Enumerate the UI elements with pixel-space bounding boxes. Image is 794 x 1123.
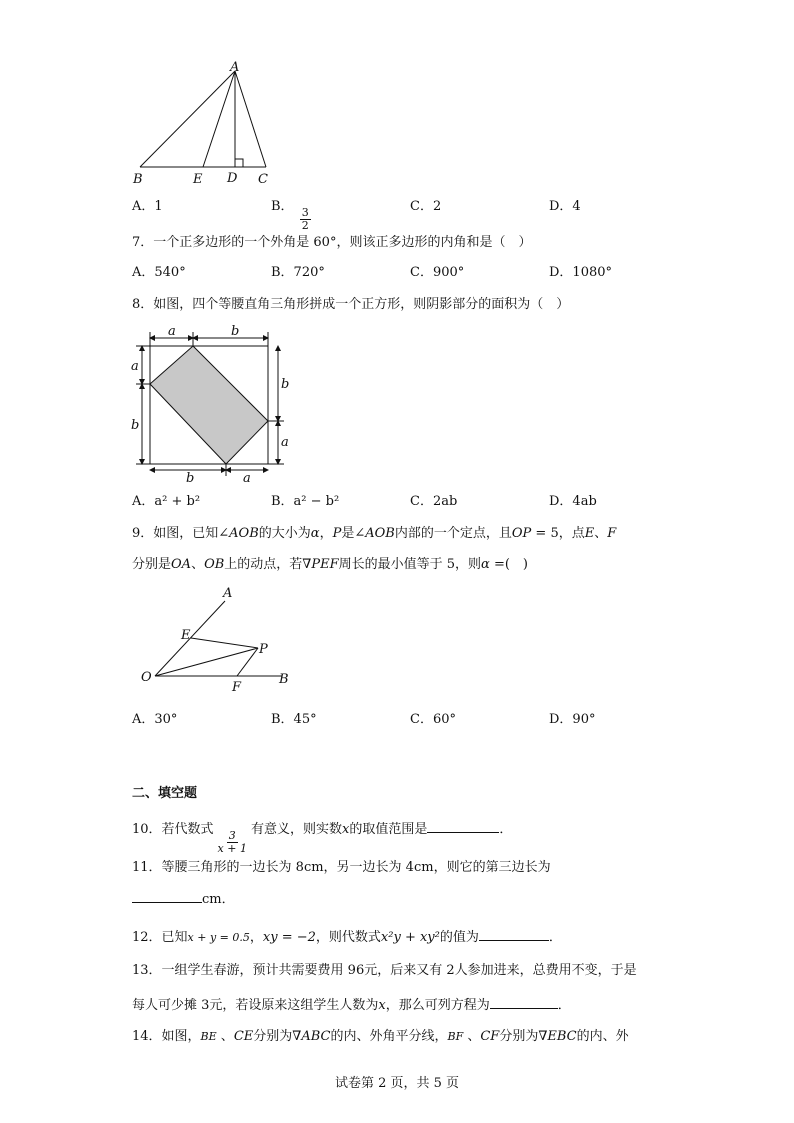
q7-option-c[interactable]: C．900° <box>410 265 465 280</box>
q9-alpha: α <box>310 526 320 541</box>
dim-bottom-a: a <box>243 471 251 486</box>
q12-equation-2: xy = −2 <box>262 930 316 945</box>
q9-text: 、 <box>191 557 205 572</box>
q9-text: 是∠ <box>341 526 366 541</box>
fraction-three-halves <box>300 207 311 232</box>
q14-segment-be: BE <box>200 1030 217 1043</box>
q12-text: ， <box>249 930 263 945</box>
q9-option-d[interactable]: D．90° <box>549 712 596 727</box>
q8-option-a[interactable]: A．a² + b² <box>132 494 201 509</box>
question-9-line-2 <box>132 557 528 573</box>
q9-segment-op: OP <box>511 526 532 541</box>
q14-text: 分别为∇ <box>499 1029 548 1044</box>
page-footer: 试卷第 2 页，共 5 页 <box>334 1076 460 1091</box>
dim-top-a: a <box>168 324 176 339</box>
q9-text: 、 <box>594 526 608 541</box>
q10-text: 的取值范围是 <box>349 822 428 837</box>
q13-text: ． <box>557 998 571 1013</box>
q9-text: =( ) <box>489 557 528 572</box>
q14-triangle-ebc: EBC <box>547 1029 577 1044</box>
q13-text: 每人可少摊 3元，若设原来这组学生人数为 <box>132 998 379 1013</box>
dim-left-b: b <box>131 418 140 433</box>
q9-option-a[interactable]: A．30° <box>132 712 178 727</box>
q9-option-b[interactable]: B．45° <box>271 712 317 727</box>
label-B: B <box>279 672 289 687</box>
q13-variable-x: x <box>378 998 386 1013</box>
q14-segment-bf: BF <box>447 1030 464 1043</box>
dim-right-b: b <box>281 377 290 392</box>
label-A: A <box>230 60 240 75</box>
question-13-line-1: 13．一组学生春游，预计共需要费用 96元，后来又有 2人参加进来，总费用不变，于是 <box>132 963 637 978</box>
section-title-fill-in: 二、填空题 <box>132 786 198 801</box>
q10-denominator: x + 1 <box>217 842 247 855</box>
q14-text: 14．如图， <box>132 1029 201 1044</box>
dim-bottom-b: b <box>186 471 195 486</box>
label-B: B <box>133 172 143 187</box>
dim-right-a: a <box>281 435 289 450</box>
q10-text: 10．若代数式 <box>132 822 214 837</box>
q9-text: ， <box>319 526 333 541</box>
q14-text: 的内、外角平分线， <box>330 1029 448 1044</box>
q10-text: ． <box>499 822 513 837</box>
q14-text: 分别为∇ <box>253 1029 302 1044</box>
q14-text: 的内、外 <box>576 1029 629 1044</box>
q6-option-c[interactable]: C．2 <box>410 199 442 214</box>
q9-triangle-pef: PEF <box>311 557 339 572</box>
q12-equation-1: x + y = 0.5 <box>187 931 250 944</box>
q14-segment-ce: CE <box>233 1029 254 1044</box>
q11-unit: cm． <box>202 892 235 907</box>
q14-segment-cf: CF <box>480 1029 500 1044</box>
question-7: 7．一个正多边形的一个外角是 60°，则该正多边形的内角和是（ ） <box>132 235 532 250</box>
fraction-numerator: 3 <box>301 206 309 219</box>
dim-top-b: b <box>231 324 240 339</box>
q8-option-d[interactable]: D．4ab <box>549 494 597 509</box>
q12-text: ，则代数式 <box>315 930 381 945</box>
q9-alpha: α <box>481 557 490 572</box>
triangle-figure-q6 <box>130 58 280 188</box>
q12-text: ． <box>548 930 562 945</box>
q7-option-b[interactable]: B．720° <box>271 265 325 280</box>
q9-ray-oa: OA <box>171 557 192 572</box>
label-D: D <box>227 171 238 186</box>
q7-option-a[interactable]: A．540° <box>132 265 186 280</box>
q14-text: 、 <box>463 1029 481 1044</box>
q6-option-a[interactable]: A．1 <box>132 199 163 214</box>
q11-answer-blank[interactable] <box>132 890 202 903</box>
question-9-line-1 <box>132 526 616 542</box>
q10-fraction <box>216 830 249 855</box>
q6-option-b-prefix: B． <box>271 199 294 214</box>
q6-option-b[interactable] <box>271 199 313 232</box>
label-E: E <box>181 628 191 643</box>
question-8: 8．如图，四个等腰直角三角形拼成一个正方形，则阴影部分的面积为（ ） <box>132 297 570 312</box>
question-14 <box>132 1029 629 1045</box>
q9-point-e: E <box>584 526 595 541</box>
q9-text: 的大小为 <box>258 526 311 541</box>
angle-figure-q9 <box>138 584 298 696</box>
q9-ray-ob: OB <box>204 557 225 572</box>
dim-left-a: a <box>131 359 139 374</box>
q9-point-p: P <box>332 526 342 541</box>
question-11-line-2 <box>132 890 235 908</box>
question-12 <box>132 928 562 946</box>
q9-text: 内部的一个定点，且 <box>394 526 512 541</box>
q10-text: 有意义，则实数 <box>250 822 342 837</box>
q9-point-f: F <box>607 526 617 541</box>
q9-text: 9．如图，已知∠ <box>132 526 230 541</box>
q8-option-b[interactable]: B．a² − b² <box>271 494 340 509</box>
q12-text: 的值为 <box>439 930 479 945</box>
label-E: E <box>193 172 203 187</box>
q12-answer-blank[interactable] <box>479 928 549 941</box>
square-figure-q8 <box>128 322 298 486</box>
label-P: P <box>259 642 268 657</box>
q9-text: 分别是 <box>132 557 172 572</box>
q8-option-c[interactable]: C．2ab <box>410 494 458 509</box>
q10-numerator: 3 <box>228 829 236 842</box>
q12-expression: x²y + xy² <box>380 930 440 945</box>
q9-text: = 5，点 <box>531 526 585 541</box>
label-F: F <box>232 680 242 695</box>
q12-text: 12．已知 <box>132 930 188 945</box>
q13-answer-blank[interactable] <box>490 996 558 1009</box>
q10-answer-blank[interactable] <box>427 820 499 833</box>
q14-text: 、 <box>216 1029 234 1044</box>
q9-option-c[interactable]: C．60° <box>410 712 456 727</box>
q9-text: 上的动点，若∇ <box>224 557 312 572</box>
q10-variable-x: x <box>341 822 350 837</box>
q13-text: ，那么可列方程为 <box>385 998 490 1013</box>
label-A: A <box>223 586 233 601</box>
question-13-line-2 <box>132 996 571 1014</box>
fraction-denominator: 2 <box>301 219 309 232</box>
q9-angle-aob: AOB <box>365 526 395 541</box>
q9-angle-aob: AOB <box>229 526 259 541</box>
question-11-line-1: 11．等腰三角形的一边长为 8cm，另一边长为 4cm，则它的第三边长为 <box>132 860 551 875</box>
label-C: C <box>258 172 268 187</box>
label-O: O <box>141 670 152 685</box>
q9-text: 周长的最小值等于 5，则 <box>338 557 482 572</box>
q6-option-d[interactable]: D．4 <box>549 199 581 214</box>
question-10 <box>132 820 512 855</box>
q14-triangle-abc: ABC <box>301 1029 331 1044</box>
q7-option-d[interactable]: D．1080° <box>549 265 613 280</box>
